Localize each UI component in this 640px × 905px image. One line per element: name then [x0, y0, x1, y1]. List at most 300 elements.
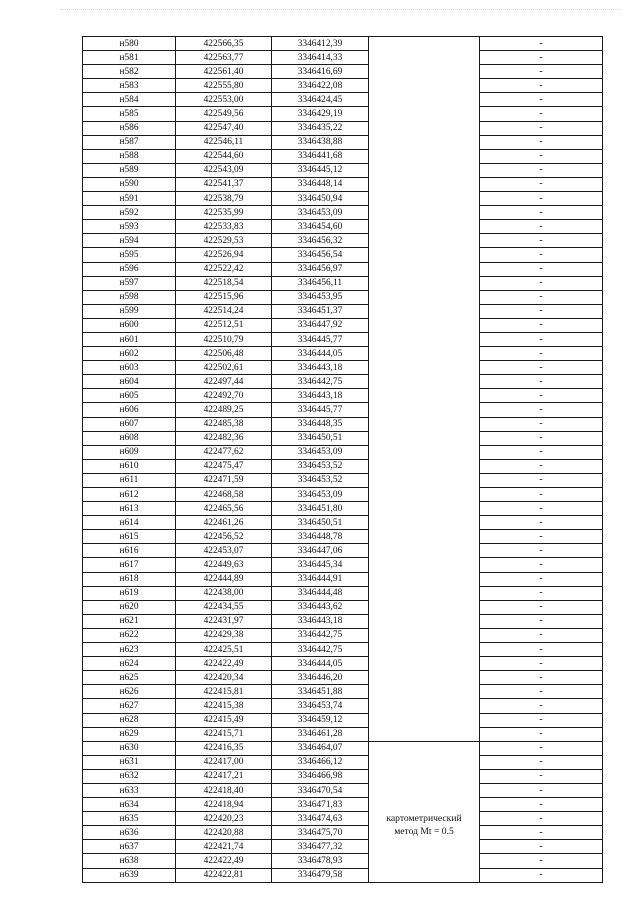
y-coordinate-cell: 3346479,58 — [272, 868, 369, 882]
x-coordinate-cell: 422420,23 — [176, 812, 272, 826]
x-coordinate-cell: 422425,51 — [176, 643, 272, 657]
table-row — [83, 163, 603, 177]
point-id-cell: н623 — [83, 643, 176, 657]
x-coordinate-cell: 422416,35 — [176, 741, 272, 755]
error-value-cell: - — [480, 149, 603, 163]
x-coordinate-cell: 422431,97 — [176, 614, 272, 628]
y-coordinate-cell: 3346422,08 — [272, 79, 369, 93]
x-coordinate-cell: 422485,38 — [176, 417, 272, 431]
x-coordinate-cell: 422438,00 — [176, 586, 272, 600]
point-id-cell: н601 — [83, 332, 176, 346]
x-coordinate-cell: 422547,40 — [176, 121, 272, 135]
error-value-cell: - — [480, 572, 603, 586]
y-coordinate-cell: 3346456,32 — [272, 234, 369, 248]
x-coordinate-cell: 422512,51 — [176, 318, 272, 332]
y-coordinate-cell: 3346441,68 — [272, 149, 369, 163]
error-value-cell: - — [480, 727, 603, 741]
x-coordinate-cell: 422538,79 — [176, 192, 272, 206]
table-row — [83, 812, 603, 826]
point-id-cell: н591 — [83, 192, 176, 206]
table-row — [83, 304, 603, 318]
y-coordinate-cell: 3346445,12 — [272, 163, 369, 177]
table-row — [83, 572, 603, 586]
table-row — [83, 389, 603, 403]
error-value-cell: - — [480, 854, 603, 868]
x-coordinate-cell: 422418,94 — [176, 798, 272, 812]
error-value-cell: - — [480, 389, 603, 403]
table-row — [83, 220, 603, 234]
error-value-cell: - — [480, 51, 603, 65]
x-coordinate-cell: 422510,79 — [176, 332, 272, 346]
x-coordinate-cell: 422449,63 — [176, 558, 272, 572]
x-coordinate-cell: 422561,40 — [176, 65, 272, 79]
point-id-cell: н582 — [83, 65, 176, 79]
table-row — [83, 431, 603, 445]
point-id-cell: н636 — [83, 826, 176, 840]
x-coordinate-cell: 422429,38 — [176, 628, 272, 642]
table-row — [83, 727, 603, 741]
table-row — [83, 868, 603, 882]
point-id-cell: н632 — [83, 769, 176, 783]
y-coordinate-cell: 3346466,12 — [272, 755, 369, 769]
point-id-cell: н614 — [83, 516, 176, 530]
x-coordinate-cell: 422415,81 — [176, 685, 272, 699]
point-id-cell: н619 — [83, 586, 176, 600]
point-id-cell: н635 — [83, 812, 176, 826]
y-coordinate-cell: 3346448,14 — [272, 177, 369, 191]
error-value-cell: - — [480, 488, 603, 502]
method-cell-top — [369, 37, 480, 742]
table-row — [83, 544, 603, 558]
table-row — [83, 332, 603, 346]
x-coordinate-cell: 422522,42 — [176, 262, 272, 276]
error-value-cell: - — [480, 516, 603, 530]
error-value-cell: - — [480, 459, 603, 473]
y-coordinate-cell: 3346453,09 — [272, 488, 369, 502]
point-id-cell: н627 — [83, 699, 176, 713]
error-value-cell: - — [480, 431, 603, 445]
x-coordinate-cell: 422477,62 — [176, 445, 272, 459]
error-value-cell: - — [480, 741, 603, 755]
table-row — [83, 290, 603, 304]
x-coordinate-cell: 422468,58 — [176, 488, 272, 502]
error-value-cell: - — [480, 192, 603, 206]
x-coordinate-cell: 422456,52 — [176, 530, 272, 544]
point-id-cell: н588 — [83, 149, 176, 163]
x-coordinate-cell: 422546,11 — [176, 135, 272, 149]
x-coordinate-cell: 422421,74 — [176, 840, 272, 854]
error-value-cell: - — [480, 206, 603, 220]
error-value-cell: - — [480, 417, 603, 431]
x-coordinate-cell: 422471,59 — [176, 473, 272, 487]
y-coordinate-cell: 3346443,62 — [272, 600, 369, 614]
y-coordinate-cell: 3346450,51 — [272, 516, 369, 530]
table-row — [83, 206, 603, 220]
point-id-cell: н581 — [83, 51, 176, 65]
point-id-cell: н602 — [83, 347, 176, 361]
table-row — [83, 783, 603, 797]
y-coordinate-cell: 3346474,63 — [272, 812, 369, 826]
table-row — [83, 741, 603, 755]
table-row — [83, 488, 603, 502]
error-value-cell: - — [480, 248, 603, 262]
table-row — [83, 530, 603, 544]
y-coordinate-cell: 3346448,35 — [272, 417, 369, 431]
y-coordinate-cell: 3346412,39 — [272, 37, 369, 51]
y-coordinate-cell: 3346471,83 — [272, 798, 369, 812]
x-coordinate-cell: 422417,00 — [176, 755, 272, 769]
y-coordinate-cell: 3346459,12 — [272, 713, 369, 727]
error-value-cell: - — [480, 361, 603, 375]
error-value-cell: - — [480, 840, 603, 854]
point-id-cell: н604 — [83, 375, 176, 389]
point-id-cell: н595 — [83, 248, 176, 262]
error-value-cell: - — [480, 685, 603, 699]
point-id-cell: н637 — [83, 840, 176, 854]
x-coordinate-cell: 422529,53 — [176, 234, 272, 248]
x-coordinate-cell: 422541,37 — [176, 177, 272, 191]
x-coordinate-cell: 422555,80 — [176, 79, 272, 93]
y-coordinate-cell: 3346451,80 — [272, 502, 369, 516]
point-id-cell: н606 — [83, 403, 176, 417]
x-coordinate-cell: 422526,94 — [176, 248, 272, 262]
x-coordinate-cell: 422506,48 — [176, 347, 272, 361]
table-row — [83, 798, 603, 812]
y-coordinate-cell: 3346478,93 — [272, 854, 369, 868]
table-row — [83, 51, 603, 65]
y-coordinate-cell: 3346444,48 — [272, 586, 369, 600]
error-value-cell: - — [480, 262, 603, 276]
y-coordinate-cell: 3346442,75 — [272, 628, 369, 642]
y-coordinate-cell: 3346443,18 — [272, 361, 369, 375]
method-text-line: метод Mt = 0.5 — [394, 825, 454, 837]
table-row — [83, 558, 603, 572]
x-coordinate-cell: 422453,07 — [176, 544, 272, 558]
point-id-cell: н620 — [83, 600, 176, 614]
error-value-cell: - — [480, 643, 603, 657]
error-value-cell: - — [480, 37, 603, 51]
error-value-cell: - — [480, 544, 603, 558]
y-coordinate-cell: 3346443,18 — [272, 614, 369, 628]
error-value-cell: - — [480, 121, 603, 135]
point-id-cell: н624 — [83, 657, 176, 671]
x-coordinate-cell: 422422,81 — [176, 868, 272, 882]
x-coordinate-cell: 422465,56 — [176, 502, 272, 516]
y-coordinate-cell: 3346451,37 — [272, 304, 369, 318]
table-row — [83, 262, 603, 276]
y-coordinate-cell: 3346445,77 — [272, 403, 369, 417]
point-id-cell: н611 — [83, 473, 176, 487]
y-coordinate-cell: 3346475,70 — [272, 826, 369, 840]
error-value-cell: - — [480, 798, 603, 812]
error-value-cell: - — [480, 473, 603, 487]
point-id-cell: н629 — [83, 727, 176, 741]
point-id-cell: н609 — [83, 445, 176, 459]
y-coordinate-cell: 3346466,98 — [272, 769, 369, 783]
table-row — [83, 840, 603, 854]
table-row — [83, 107, 603, 121]
error-value-cell: - — [480, 163, 603, 177]
y-coordinate-cell: 3346447,92 — [272, 318, 369, 332]
point-id-cell: н605 — [83, 389, 176, 403]
point-id-cell: н594 — [83, 234, 176, 248]
y-coordinate-cell: 3346447,06 — [272, 544, 369, 558]
point-id-cell: н613 — [83, 502, 176, 516]
y-coordinate-cell: 3346464,07 — [272, 741, 369, 755]
x-coordinate-cell: 422482,36 — [176, 431, 272, 445]
table-row — [83, 65, 603, 79]
table-row — [83, 854, 603, 868]
error-value-cell: - — [480, 375, 603, 389]
error-value-cell: - — [480, 628, 603, 642]
error-value-cell: - — [480, 290, 603, 304]
table-row — [83, 318, 603, 332]
error-value-cell: - — [480, 304, 603, 318]
table-row — [83, 248, 603, 262]
coordinates-table — [82, 36, 603, 883]
error-value-cell: - — [480, 671, 603, 685]
point-id-cell: н584 — [83, 93, 176, 107]
error-value-cell: - — [480, 107, 603, 121]
y-coordinate-cell: 3346456,54 — [272, 248, 369, 262]
error-value-cell: - — [480, 558, 603, 572]
y-coordinate-cell: 3346414,33 — [272, 51, 369, 65]
x-coordinate-cell: 422489,25 — [176, 403, 272, 417]
point-id-cell: н599 — [83, 304, 176, 318]
error-value-cell: - — [480, 755, 603, 769]
table-row — [83, 234, 603, 248]
table-row — [83, 586, 603, 600]
point-id-cell: н598 — [83, 290, 176, 304]
y-coordinate-cell: 3346442,75 — [272, 375, 369, 389]
error-value-cell: - — [480, 135, 603, 149]
table-row — [83, 699, 603, 713]
y-coordinate-cell: 3346446,20 — [272, 671, 369, 685]
x-coordinate-cell: 422549,56 — [176, 107, 272, 121]
table-row — [83, 685, 603, 699]
error-value-cell: - — [480, 445, 603, 459]
point-id-cell: н631 — [83, 755, 176, 769]
table-row — [83, 459, 603, 473]
point-id-cell: н587 — [83, 135, 176, 149]
x-coordinate-cell: 422533,83 — [176, 220, 272, 234]
point-id-cell: н625 — [83, 671, 176, 685]
x-coordinate-cell: 422415,38 — [176, 699, 272, 713]
x-coordinate-cell: 422420,34 — [176, 671, 272, 685]
x-coordinate-cell: 422563,77 — [176, 51, 272, 65]
y-coordinate-cell: 3346429,19 — [272, 107, 369, 121]
error-value-cell: - — [480, 614, 603, 628]
y-coordinate-cell: 3346453,52 — [272, 459, 369, 473]
table-row — [83, 769, 603, 783]
point-id-cell: н580 — [83, 37, 176, 51]
y-coordinate-cell: 3346453,09 — [272, 206, 369, 220]
x-coordinate-cell: 422514,24 — [176, 304, 272, 318]
y-coordinate-cell: 3346456,11 — [272, 276, 369, 290]
x-coordinate-cell: 422553,00 — [176, 93, 272, 107]
x-coordinate-cell: 422415,49 — [176, 713, 272, 727]
table-row — [83, 403, 603, 417]
x-coordinate-cell: 422420,88 — [176, 826, 272, 840]
x-coordinate-cell: 422544,60 — [176, 149, 272, 163]
y-coordinate-cell: 3346443,18 — [272, 389, 369, 403]
x-coordinate-cell: 422515,96 — [176, 290, 272, 304]
point-id-cell: н616 — [83, 544, 176, 558]
table-row — [83, 628, 603, 642]
y-coordinate-cell: 3346451,88 — [272, 685, 369, 699]
table-row — [83, 713, 603, 727]
table-row — [83, 361, 603, 375]
point-id-cell: н596 — [83, 262, 176, 276]
y-coordinate-cell: 3346445,77 — [272, 332, 369, 346]
table-row — [83, 755, 603, 769]
y-coordinate-cell: 3346456,97 — [272, 262, 369, 276]
y-coordinate-cell: 3346444,91 — [272, 572, 369, 586]
coordinates-table-body — [83, 37, 603, 883]
x-coordinate-cell: 422444,89 — [176, 572, 272, 586]
error-value-cell: - — [480, 657, 603, 671]
x-coordinate-cell: 422535,99 — [176, 206, 272, 220]
y-coordinate-cell: 3346438,88 — [272, 135, 369, 149]
error-value-cell: - — [480, 347, 603, 361]
point-id-cell: н603 — [83, 361, 176, 375]
x-coordinate-cell: 422422,49 — [176, 657, 272, 671]
error-value-cell: - — [480, 812, 603, 826]
point-id-cell: н615 — [83, 530, 176, 544]
y-coordinate-cell: 3346450,94 — [272, 192, 369, 206]
point-id-cell: н593 — [83, 220, 176, 234]
point-id-cell: н585 — [83, 107, 176, 121]
table-row — [83, 121, 603, 135]
y-coordinate-cell: 3346416,69 — [272, 65, 369, 79]
y-coordinate-cell: 3346444,05 — [272, 347, 369, 361]
table-row — [83, 600, 603, 614]
scan-artifact-line — [60, 9, 620, 14]
y-coordinate-cell: 3346448,78 — [272, 530, 369, 544]
y-coordinate-cell: 3346450,51 — [272, 431, 369, 445]
error-value-cell: - — [480, 699, 603, 713]
y-coordinate-cell: 3346444,05 — [272, 657, 369, 671]
point-id-cell: н618 — [83, 572, 176, 586]
x-coordinate-cell: 422461,26 — [176, 516, 272, 530]
y-coordinate-cell: 3346470,54 — [272, 783, 369, 797]
error-value-cell: - — [480, 530, 603, 544]
x-coordinate-cell: 422434,55 — [176, 600, 272, 614]
error-value-cell: - — [480, 586, 603, 600]
y-coordinate-cell: 3346435,22 — [272, 121, 369, 135]
y-coordinate-cell: 3346424,45 — [272, 93, 369, 107]
error-value-cell: - — [480, 79, 603, 93]
point-id-cell: н589 — [83, 163, 176, 177]
error-value-cell: - — [480, 868, 603, 882]
x-coordinate-cell: 422417,21 — [176, 769, 272, 783]
point-id-cell: н610 — [83, 459, 176, 473]
point-id-cell: н634 — [83, 798, 176, 812]
table-row — [83, 79, 603, 93]
x-coordinate-cell: 422518,54 — [176, 276, 272, 290]
table-row — [83, 192, 603, 206]
table-row — [83, 375, 603, 389]
table-row — [83, 502, 603, 516]
y-coordinate-cell: 3346453,95 — [272, 290, 369, 304]
error-value-cell: - — [480, 403, 603, 417]
table-row — [83, 445, 603, 459]
point-id-cell: н586 — [83, 121, 176, 135]
table-row — [83, 671, 603, 685]
y-coordinate-cell: 3346477,32 — [272, 840, 369, 854]
table-row — [83, 614, 603, 628]
error-value-cell: - — [480, 220, 603, 234]
point-id-cell: н622 — [83, 628, 176, 642]
error-value-cell: - — [480, 826, 603, 840]
point-id-cell: н608 — [83, 431, 176, 445]
x-coordinate-cell: 422418,40 — [176, 783, 272, 797]
x-coordinate-cell: 422475,47 — [176, 459, 272, 473]
method-cell-bottom — [369, 741, 480, 882]
y-coordinate-cell: 3346453,74 — [272, 699, 369, 713]
x-coordinate-cell: 422497,44 — [176, 375, 272, 389]
error-value-cell: - — [480, 276, 603, 290]
x-coordinate-cell: 422422,49 — [176, 854, 272, 868]
table-row — [83, 135, 603, 149]
point-id-cell: н630 — [83, 741, 176, 755]
table-row — [83, 826, 603, 840]
table-row — [83, 276, 603, 290]
point-id-cell: н621 — [83, 614, 176, 628]
point-id-cell: н617 — [83, 558, 176, 572]
table-row — [83, 516, 603, 530]
error-value-cell: - — [480, 713, 603, 727]
x-coordinate-cell: 422492,70 — [176, 389, 272, 403]
point-id-cell: н592 — [83, 206, 176, 220]
table-row — [83, 347, 603, 361]
table-row — [83, 149, 603, 163]
y-coordinate-cell: 3346453,52 — [272, 473, 369, 487]
point-id-cell: н626 — [83, 685, 176, 699]
y-coordinate-cell: 3346445,34 — [272, 558, 369, 572]
point-id-cell: н612 — [83, 488, 176, 502]
point-id-cell: н638 — [83, 854, 176, 868]
point-id-cell: н600 — [83, 318, 176, 332]
y-coordinate-cell: 3346453,09 — [272, 445, 369, 459]
point-id-cell: н590 — [83, 177, 176, 191]
error-value-cell: - — [480, 318, 603, 332]
error-value-cell: - — [480, 502, 603, 516]
error-value-cell: - — [480, 769, 603, 783]
x-coordinate-cell: 422415,71 — [176, 727, 272, 741]
error-value-cell: - — [480, 65, 603, 79]
error-value-cell: - — [480, 234, 603, 248]
x-coordinate-cell: 422502,61 — [176, 361, 272, 375]
point-id-cell: н628 — [83, 713, 176, 727]
x-coordinate-cell: 422566,35 — [176, 37, 272, 51]
error-value-cell: - — [480, 93, 603, 107]
point-id-cell: н597 — [83, 276, 176, 290]
error-value-cell: - — [480, 600, 603, 614]
y-coordinate-cell: 3346461,28 — [272, 727, 369, 741]
point-id-cell: н607 — [83, 417, 176, 431]
point-id-cell: н583 — [83, 79, 176, 93]
y-coordinate-cell: 3346442,75 — [272, 643, 369, 657]
x-coordinate-cell: 422543,09 — [176, 163, 272, 177]
error-value-cell: - — [480, 177, 603, 191]
table-row — [83, 473, 603, 487]
point-id-cell: н633 — [83, 783, 176, 797]
method-text-line: картометрический — [386, 812, 462, 824]
point-id-cell: н639 — [83, 868, 176, 882]
error-value-cell: - — [480, 783, 603, 797]
table-row — [83, 93, 603, 107]
